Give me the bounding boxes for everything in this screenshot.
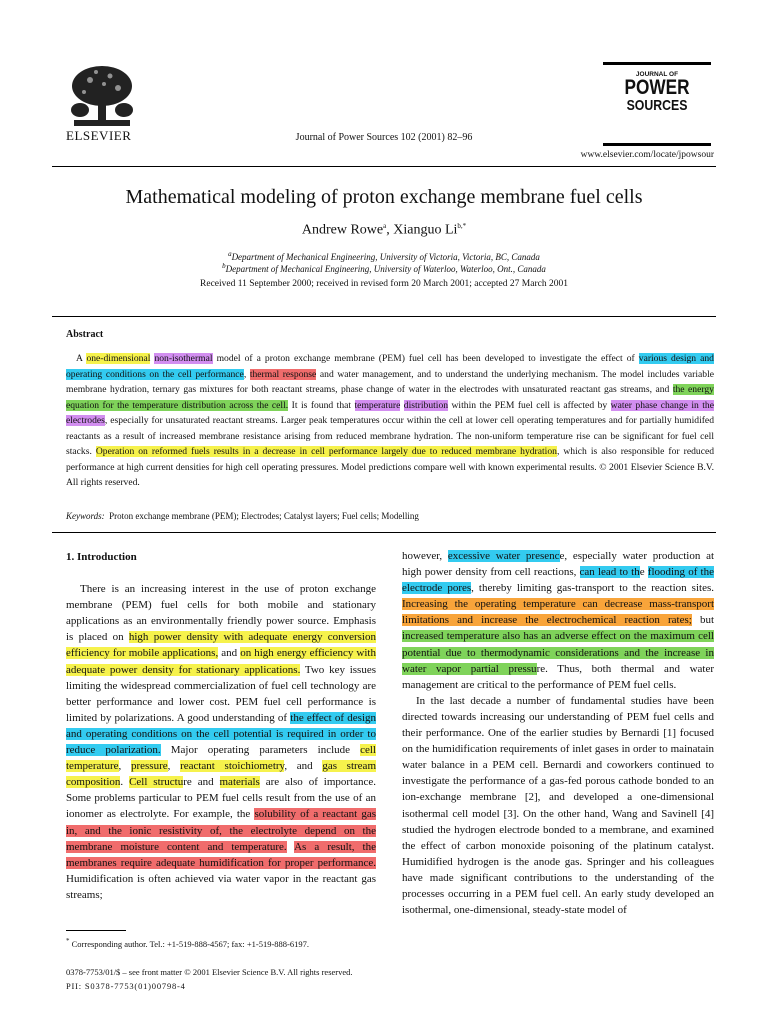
text-segment: within the PEM fuel cell is affected by xyxy=(448,399,611,411)
journal-logo-sources: SOURCES xyxy=(626,97,688,114)
yellow-highlight: Operation on reformed fuels results in a decrease in cell performance largely due to reduced membrane hydration xyxy=(95,446,557,457)
footnote-text: Corresponding author. Tel.: +1-519-888-4567; fax: +1-519-888-6197. xyxy=(69,938,309,949)
affiliation-a xyxy=(0,250,768,262)
text-segment: Major operating parameters include xyxy=(160,744,361,757)
right-column xyxy=(402,548,714,918)
left-column xyxy=(66,549,376,903)
purple-highlight: water phase change in the electrodes xyxy=(66,399,714,426)
keywords-text: Proton exchange membrane (PEM); Electrodes; Catalyst layers; Fuel cells; Modelling xyxy=(109,511,419,521)
green-highlight: increased temperature also has an adverse effect on the maximum cell potential due to thermodynamic considerations and the increase in water vapor partial pressu xyxy=(402,630,714,675)
copyright-line: 0378-7753/01/$ – see front matter © 2001 Elsevier Science B.V. All rights reserved. xyxy=(66,967,353,977)
blue-highlight: can lead to th xyxy=(579,566,640,579)
intro-paragraph-1 xyxy=(66,581,376,903)
green-highlight: the energy equation for the temperature distribution across the cell. xyxy=(66,384,714,411)
paper-title: Mathematical modeling of proton exchange membrane fuel cells xyxy=(125,186,643,208)
purple-highlight: distribution xyxy=(403,399,449,411)
text-segment: e xyxy=(639,566,648,579)
journal-logo xyxy=(603,62,711,146)
abstract-body xyxy=(66,351,714,491)
text-segment: , especially for unsaturated reactant streams. Larger peak temperatures occur within the cell at lower cell operating temperatures and for partially humidifed reactants as a result of increased membrane resistance arising from reduced membrane hydration. The non-uniform temperature rise can be significant for fuel cell stacks. xyxy=(66,415,714,457)
yellow-highlight: cell temperature xyxy=(66,744,376,773)
yellow-highlight: on high energy efficiency with adequate power density for stationary applications. xyxy=(66,647,376,676)
text-segment xyxy=(287,841,294,853)
text-segment: There is an increasing interest in the use of proton exchange membrane (PEM) fuel cells for both mobile and stationary applications as an environmentally friendly power source. Emphasis is placed on xyxy=(66,583,376,644)
intro-paragraph-3: In the last decade a number of fundamental studies have been directed towards increasing our understanding of PEM fuel cells and their performance. One of the earlier studies by Bernardi [1] focused on the humidification requirements of inlet gases in order to mainatain water balance in a PEM cell. Bernardi and coworkers continued to investigate the performance of a gas-fed porous cathode bonded to an ion-exchange membrane [2], and developed a one-dimensional isothermal cell model [3]. On the other hand, Wang and Savinell [4] studied the hydrogen electrode bonded to a membrane, and examined the effect of carbon monoxide poisoning of the platinum catalyst. Humidified hydrogen is the anode gas. Springer and his colleagues have made significant contributions to the understanding of the processes occurring in a PEM fuel cell. An early study developed an isothermal, one-dimensional, steady-state model of xyxy=(402,694,714,917)
blue-highlight: the effect of design and operating conditions on the cell potential is required in order to reduce polarization. xyxy=(66,711,376,757)
author-affil-mark: a xyxy=(383,222,387,230)
author-name: Andrew Rowe xyxy=(301,222,384,238)
affiliation-mark: b xyxy=(222,262,226,270)
yellow-highlight: gas stream composition xyxy=(66,760,376,789)
pii-line: PII: S0378-7753(01)00798-4 xyxy=(66,981,186,991)
text-segment: and water management, and to understand the underlying mechanism. The model includes variable membrane hydration, ternary gas mixtures for both reactant streams, phase change of water in the electrodes with unsaturated reactant gas streams, and xyxy=(66,368,714,395)
blue-highlight: flooding of the electrode pores xyxy=(402,566,714,595)
text-segment: Humidification is often achieved via water vapor in the reactant gas streams; xyxy=(66,872,376,901)
elsevier-tree-icon xyxy=(60,62,144,130)
yellow-highlight: reactant stoichiometry xyxy=(180,760,285,773)
received-dates: Received 11 September 2000; received in revised form 20 March 2001; accepted 27 March 2001 xyxy=(200,279,568,289)
author-name: Xianguo Li xyxy=(393,222,458,238)
red-highlight: solubility of a reactant gas in, and the ionic resistivity of, the electrolyte depend on the membrane moisture content and temperature. xyxy=(66,808,377,853)
yellow-highlight: materials xyxy=(219,776,260,789)
text-segment: are also of importance. Some problems particular to PEM fuel cells result from the use of an ionomer as electrolyte. For example, the xyxy=(66,776,376,821)
text-segment: however, xyxy=(402,550,448,562)
author-affil-mark: b,* xyxy=(457,222,467,230)
text-segment: model of a proton exchange membrane (PEM) fuel cell has been developed to investigate the effect of xyxy=(212,353,639,364)
affiliation-mark: a xyxy=(228,250,232,258)
journal-citation: Journal of Power Sources 102 (2001) 82–96 xyxy=(295,132,473,143)
footnote xyxy=(66,937,309,949)
journal-logo-small: JOURNAL OF xyxy=(635,71,679,78)
journal-url[interactable]: www.elsevier.com/locate/jpowsour xyxy=(580,150,714,160)
footnote-mark: * xyxy=(66,937,70,945)
text-segment: , and xyxy=(284,760,323,773)
author-list xyxy=(0,222,768,239)
abstract-heading: Abstract xyxy=(66,329,104,340)
text-segment: but xyxy=(691,614,714,627)
text-segment: It is found that xyxy=(288,399,355,411)
intro-paragraph-2 xyxy=(402,548,714,693)
text-segment: , which is also responsible for reduced performance at high current densities for high cell operating pressures. Model predictions compare well with known experimental results. © 2001 Elsevier Science B.V. All rights reserved. xyxy=(66,446,715,488)
affiliation-text: Department of Mechanical Engineering, University of Victoria, Victoria, BC, Canada xyxy=(231,252,540,262)
affiliation-b xyxy=(0,262,768,274)
footnote-rule xyxy=(66,930,126,931)
text-segment: , xyxy=(243,368,250,380)
author-separator: , xyxy=(386,222,394,238)
text-segment: re. Thus, both thermal and water management are critical to the performance of PEM fuel cells. xyxy=(402,662,714,691)
text-segment: , thereby limiting gas-transport to the reaction sites. xyxy=(471,582,714,595)
keywords xyxy=(66,511,419,521)
red-highlight: As a result, the membranes require adequate humidification for proper performance. xyxy=(66,840,376,869)
blue-highlight: various design and operating conditions on the cell performance xyxy=(66,353,714,380)
purple-highlight: non-isothermal xyxy=(154,353,213,364)
text-segment: , xyxy=(167,760,181,773)
text-segment: . xyxy=(120,776,130,789)
publisher-name: ELSEVIER xyxy=(66,128,132,143)
blue-highlight: excessive water presenc xyxy=(447,550,560,562)
yellow-highlight: high power density with adequate energy conversion efficiency for mobile applications, xyxy=(66,631,376,660)
section-heading: 1. Introduction xyxy=(66,551,137,563)
orange-highlight: Increasing the operating temperature can decrease mass-transport limitations and increase the electrochemical reaction rates; xyxy=(402,598,714,627)
abstract-rule-bottom xyxy=(52,532,716,533)
text-segment: e, especially water production at high power density from cell reactions, xyxy=(402,550,715,579)
red-highlight: thermal response xyxy=(249,368,317,380)
journal-logo-power: POWER xyxy=(624,76,690,99)
header-rule xyxy=(52,166,716,167)
affiliation-text: Department of Mechanical Engineering, University of Waterloo, Waterloo, Ont., Canada xyxy=(225,264,546,274)
purple-highlight: temperature xyxy=(354,399,401,411)
text-segment: and xyxy=(218,647,241,660)
abstract-rule-top xyxy=(52,316,716,317)
yellow-highlight: pressure xyxy=(130,760,168,773)
text-segment: re and xyxy=(183,776,220,789)
text-segment: , xyxy=(118,760,131,773)
text-segment: Two key issues limiting the widespread commercialization of fuel cell technology are better performance and lower cost. PEM fuel cell performance is limited by polarizations. A good understanding of xyxy=(66,663,377,724)
yellow-highlight: one-dimensional xyxy=(86,353,151,364)
keywords-label: Keywords: xyxy=(66,511,105,521)
yellow-highlight: Cell structu xyxy=(129,776,184,789)
text-segment: A xyxy=(76,353,87,364)
